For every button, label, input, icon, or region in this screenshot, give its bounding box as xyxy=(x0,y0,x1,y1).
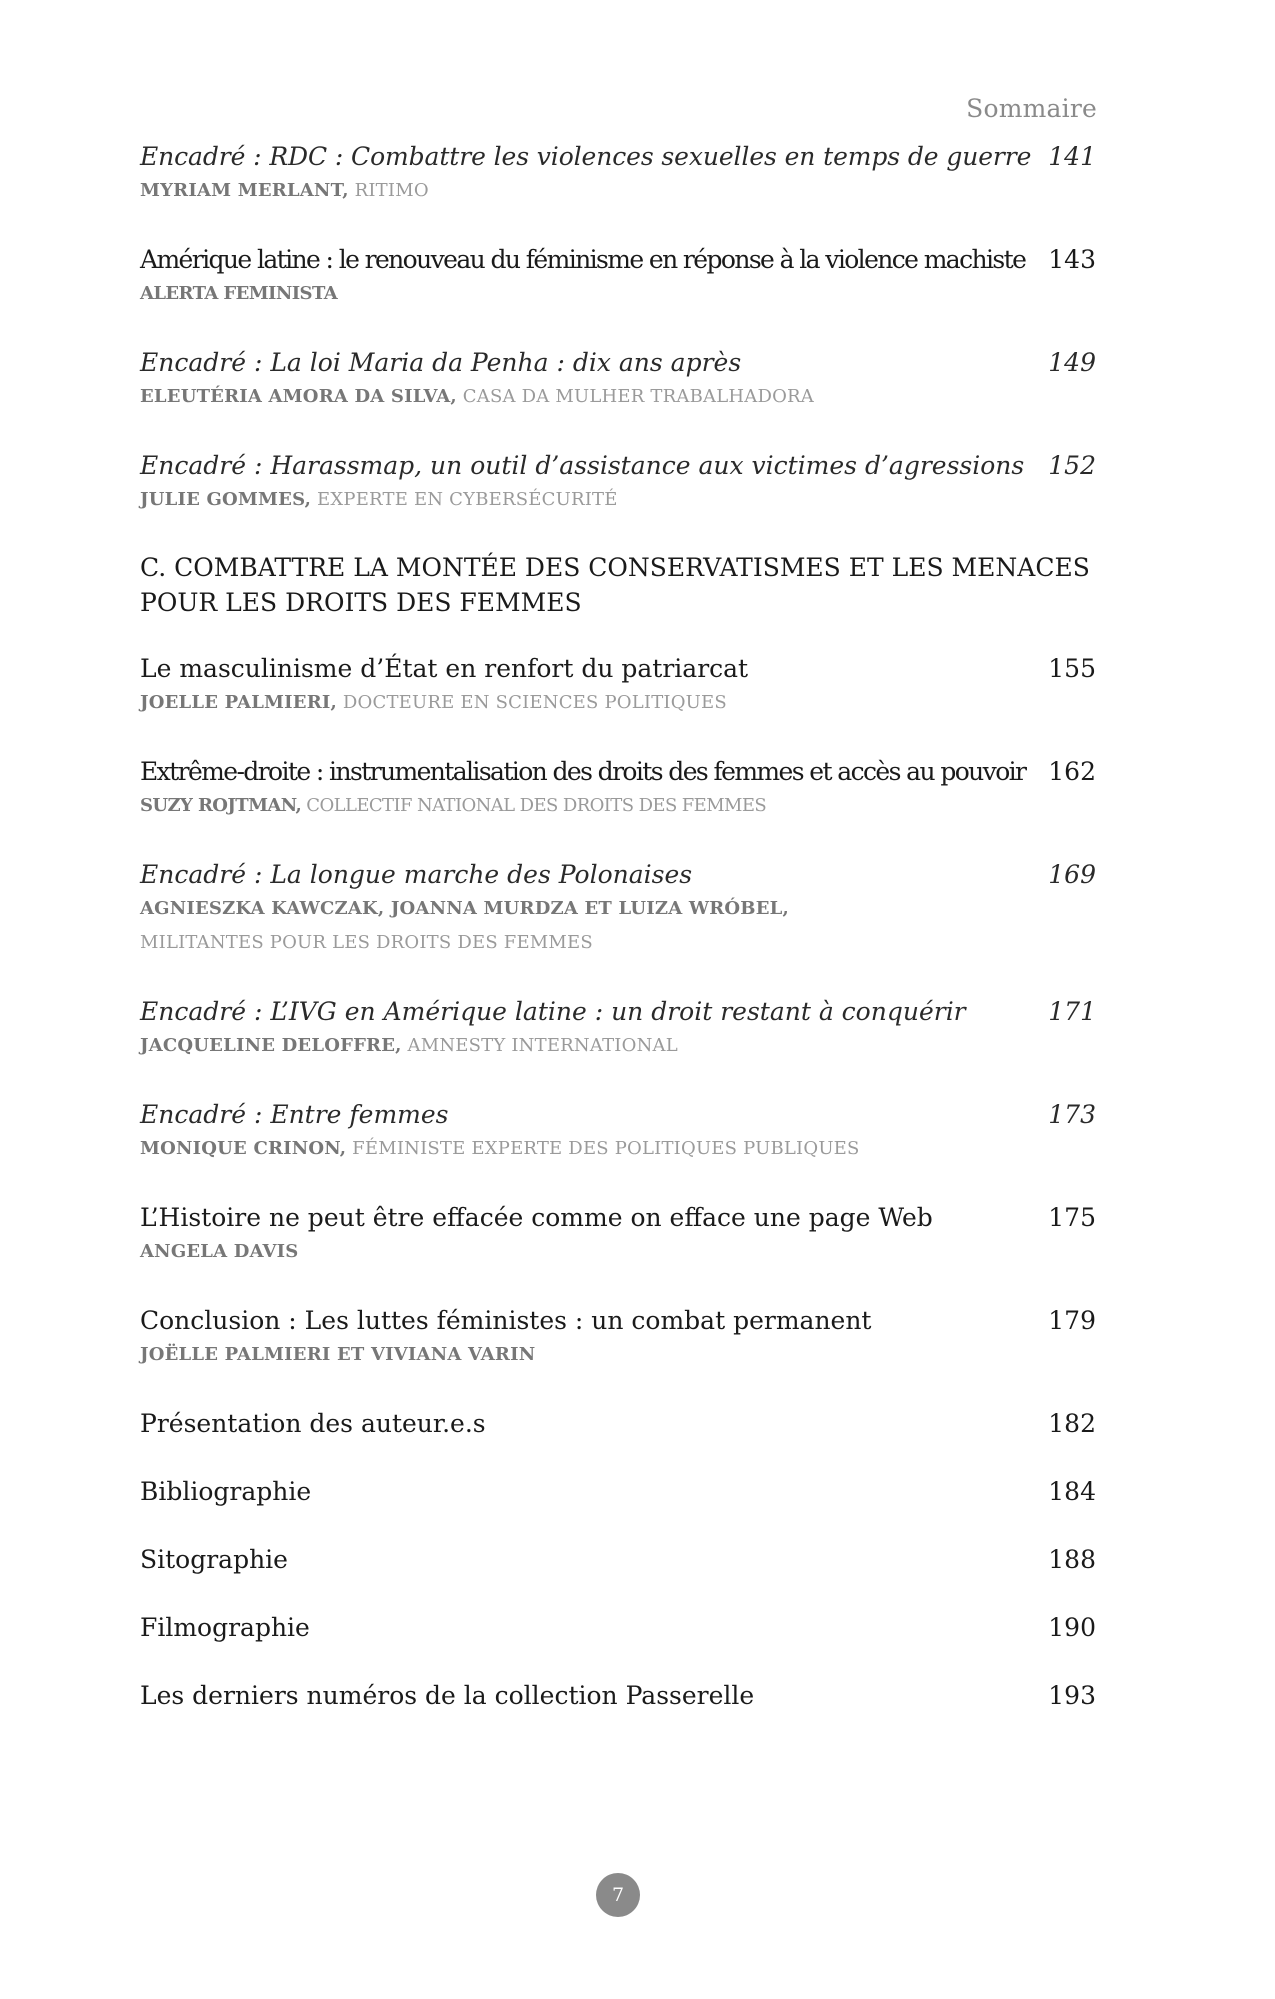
entry-page-number: 162 xyxy=(1048,757,1096,786)
entry-author xyxy=(140,277,1096,311)
entry-author xyxy=(140,174,1096,208)
entry-author xyxy=(140,1338,1096,1372)
author-name: AGNIESZKA KAWCZAK, JOANNA MURDZA ET LUIZA WRÓBEL, xyxy=(140,898,789,919)
entry-page-number: 193 xyxy=(1048,1681,1096,1710)
toc-entry xyxy=(140,243,1096,311)
entry-title[interactable]: Encadré : La longue marche des Polonaises xyxy=(140,860,693,889)
entry-title[interactable]: Filmographie xyxy=(140,1613,310,1642)
author-name: ELEUTÉRIA AMORA DA SILVA, xyxy=(140,386,457,407)
toc-entry xyxy=(140,449,1096,517)
entry-page-number: 169 xyxy=(1048,860,1096,889)
entry-page-number: 190 xyxy=(1048,1613,1096,1642)
entry-title[interactable]: Sitographie xyxy=(140,1545,288,1574)
author-affiliation: EXPERTE EN CYBERSÉCURITÉ xyxy=(317,489,618,510)
entry-title[interactable]: Conclusion : Les luttes féministes : un combat permanent xyxy=(140,1306,872,1335)
back-matter-entry xyxy=(140,1543,1096,1577)
entry-title[interactable]: L’Histoire ne peut être effacée comme on efface une page Web xyxy=(140,1203,933,1232)
section-heading xyxy=(140,550,1096,620)
author-name: MONIQUE CRINON, xyxy=(140,1138,347,1159)
entry-title[interactable]: Amérique latine : le renouveau du féminisme en réponse à la violence machiste xyxy=(140,245,1026,274)
toc-entry xyxy=(140,140,1096,208)
entry-author xyxy=(140,483,1096,517)
author-name: SUZY ROJTMAN, xyxy=(140,795,302,816)
back-matter-entry xyxy=(140,1611,1096,1645)
toc-entry xyxy=(140,652,1096,720)
entry-page-number: 179 xyxy=(1048,1306,1096,1335)
author-affiliation: FÉMINISTE EXPERTE DES POLITIQUES PUBLIQUES xyxy=(352,1138,860,1159)
entry-page-number: 143 xyxy=(1048,245,1096,274)
table-of-contents xyxy=(140,140,1096,1713)
entry-page-number: 155 xyxy=(1048,654,1096,683)
entry-page-number: 188 xyxy=(1048,1545,1096,1574)
author-affiliation: MILITANTES POUR LES DROITS DES FEMMES xyxy=(140,932,593,953)
entry-title[interactable]: Encadré : La loi Maria da Penha : dix ans après xyxy=(140,348,742,377)
author-affiliation: CASA DA MULHER TRABALHADORA xyxy=(462,386,815,407)
running-head: Sommaire xyxy=(966,94,1097,123)
entry-title[interactable]: Présentation des auteur.e.s xyxy=(140,1409,486,1438)
entry-page-number: 171 xyxy=(1048,997,1096,1026)
toc-entry xyxy=(140,755,1096,823)
section-heading-line: C. COMBATTRE LA MONTÉE DES CONSERVATISMES ET LES MENACES xyxy=(140,553,1090,582)
entry-title[interactable]: Encadré : L’IVG en Amérique latine : un droit restant à conquérir xyxy=(140,997,966,1026)
back-matter-entry xyxy=(140,1679,1096,1713)
entry-page-number: 184 xyxy=(1048,1477,1096,1506)
author-name: ALERTA FEMINISTA xyxy=(140,283,338,304)
entry-author xyxy=(140,1235,1096,1269)
page-number-badge: 7 xyxy=(596,1873,640,1917)
toc-entry xyxy=(140,858,1096,960)
entry-title[interactable]: Encadré : Entre femmes xyxy=(140,1100,449,1129)
toc-entry xyxy=(140,1304,1096,1372)
author-name: JACQUELINE DELOFFRE, xyxy=(140,1035,402,1056)
entry-page-number: 182 xyxy=(1048,1409,1096,1438)
author-affiliation: AMNESTY INTERNATIONAL xyxy=(407,1035,678,1056)
author-name: MYRIAM MERLANT, xyxy=(140,180,349,201)
entry-author xyxy=(140,1029,1096,1063)
entry-author xyxy=(140,686,1096,720)
entry-title[interactable]: Le masculinisme d’État en renfort du patriarcat xyxy=(140,654,749,683)
entry-title[interactable]: Encadré : RDC : Combattre les violences sexuelles en temps de guerre xyxy=(140,142,1032,171)
author-affiliation: COLLECTIF NATIONAL DES DROITS DES FEMMES xyxy=(306,795,767,816)
entry-title[interactable]: Encadré : Harassmap, un outil d’assistance aux victimes d’agressions xyxy=(140,451,1025,480)
author-name: ANGELA DAVIS xyxy=(140,1241,299,1262)
back-matter-entry xyxy=(140,1407,1096,1441)
author-affiliation: RITIMO xyxy=(354,180,429,201)
entry-page-number: 141 xyxy=(1048,142,1096,171)
entry-page-number: 173 xyxy=(1048,1100,1096,1129)
entry-page-number: 152 xyxy=(1048,451,1096,480)
author-name: JOELLE PALMIERI, xyxy=(140,692,337,713)
entry-title[interactable]: Extrême-droite : instrumentalisation des droits des femmes et accès au pouvoir xyxy=(140,757,1026,786)
entry-author xyxy=(140,926,1096,960)
entry-page-number: 175 xyxy=(1048,1203,1096,1232)
author-affiliation: DOCTEURE EN SCIENCES POLITIQUES xyxy=(342,692,727,713)
author-name: JULIE GOMMES, xyxy=(140,489,312,510)
entry-author xyxy=(140,892,1096,926)
back-matter-entry xyxy=(140,1475,1096,1509)
toc-entry xyxy=(140,1098,1096,1166)
entry-author xyxy=(140,789,1096,823)
toc-entry xyxy=(140,1201,1096,1269)
entry-title[interactable]: Les derniers numéros de la collection Passerelle xyxy=(140,1681,755,1710)
entry-page-number: 149 xyxy=(1048,348,1096,377)
entry-author xyxy=(140,1132,1096,1166)
entry-author xyxy=(140,380,1096,414)
toc-entry xyxy=(140,346,1096,414)
author-name: JOËLLE PALMIERI ET VIVIANA VARIN xyxy=(140,1344,536,1365)
toc-entry xyxy=(140,995,1096,1063)
entry-title[interactable]: Bibliographie xyxy=(140,1477,312,1506)
section-heading-line: POUR LES DROITS DES FEMMES xyxy=(140,588,582,617)
